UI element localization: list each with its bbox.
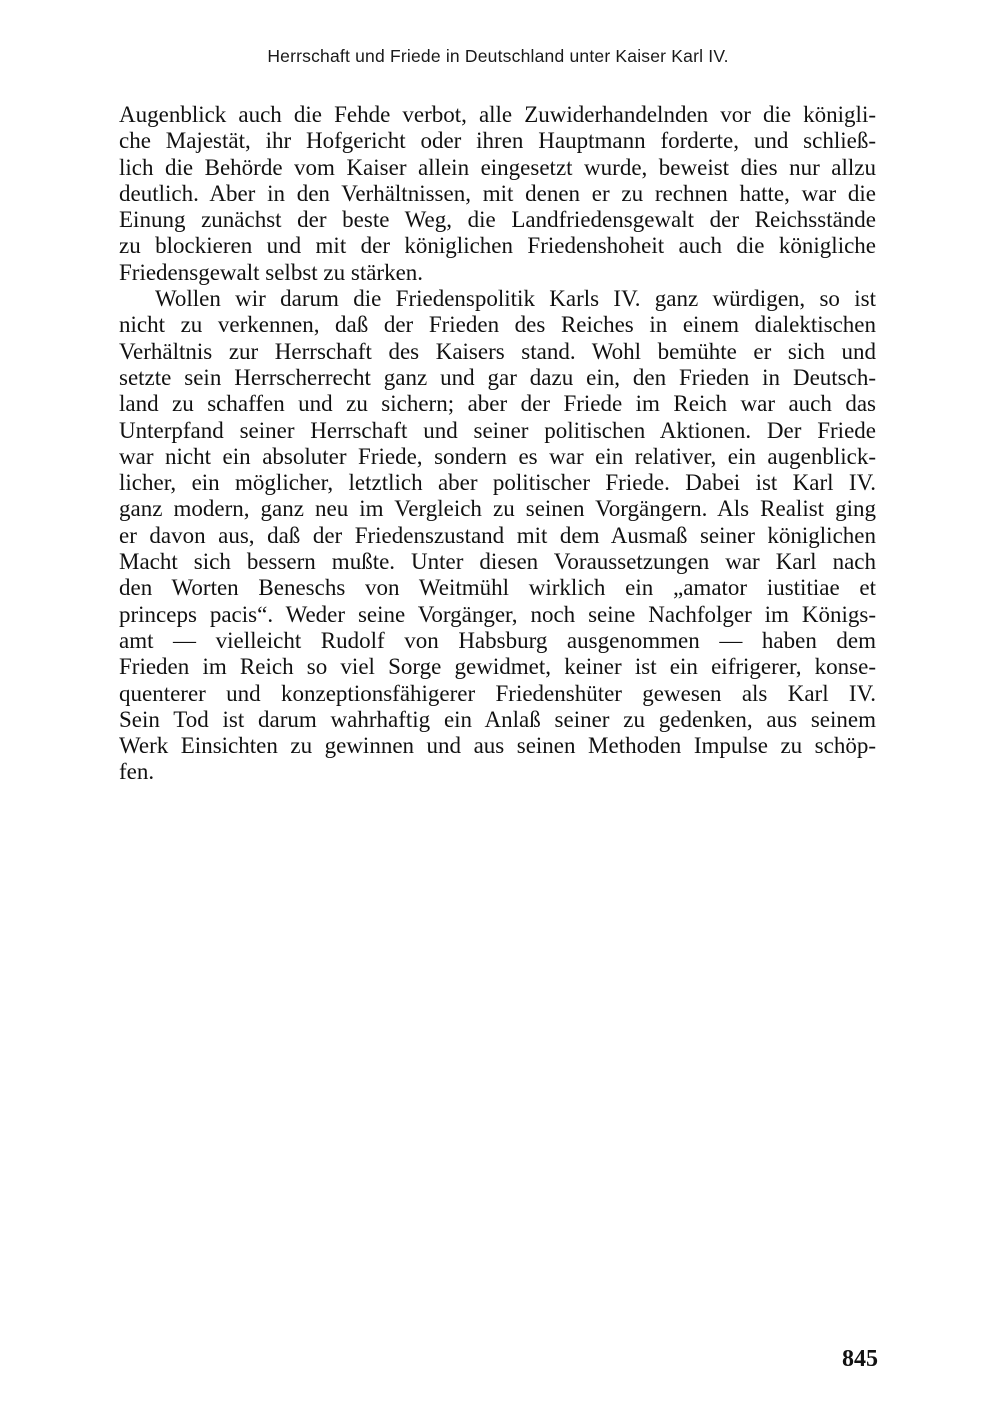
text-line: Sein Tod ist darum wahrhaftig ein Anlaß seiner zu gedenken, aus seinem <box>119 706 876 732</box>
text-line: war nicht ein absoluter Friede, sondern es war ein relativer, ein augenblick- <box>119 443 876 469</box>
text-line: Augenblick auch die Fehde verbot, alle Zuwiderhandelnden vor die königli- <box>119 102 876 127</box>
text-line: setzte sein Herrscherrecht ganz und gar dazu ein, den Frieden in Deutsch- <box>119 364 876 390</box>
text-line: den Worten Beneschs von Weitmühl wirklich ein „amator iustitiae et <box>119 575 876 601</box>
text-line: che Majestät, ihr Hofgericht oder ihren Hauptmann forderte, und schließ- <box>119 128 876 154</box>
text-line: Verhältnis zur Herrschaft des Kaisers stand. Wohl bemühte er sich und <box>119 338 876 364</box>
text-line: fen. <box>119 759 155 785</box>
text-line: Frieden im Reich so viel Sorge gewidmet, keiner ist ein eifrigerer, konse- <box>119 654 876 680</box>
text-line: licher, ein möglicher, letztlich aber politischer Friede. Dabei ist Karl IV. <box>119 470 876 496</box>
text-line: amt — vielleicht Rudolf von Habsburg ausgenommen — haben dem <box>119 627 876 653</box>
running-head: Herrschaft und Friede in Deutschland unter Kaiser Karl IV. <box>267 46 729 66</box>
text-line: er davon aus, daß der Friedenszustand mit dem Ausmaß seiner königlichen <box>119 522 876 548</box>
text-line: quenterer und konzeptionsfähigerer Friedenshüter gewesen als Karl IV. <box>119 680 876 706</box>
text-line: lich die Behörde vom Kaiser allein eingesetzt wurde, beweist dies nur allzu <box>119 154 876 180</box>
text-line: Einung zunächst der beste Weg, die Landfriedensgewalt der Reichsstände <box>119 207 876 233</box>
text-line: Unterpfand seiner Herrschaft und seiner politischen Aktionen. Der Friede <box>119 417 876 443</box>
text-line: zu blockieren und mit der königlichen Friedenshoheit auch die königliche <box>119 233 876 259</box>
page-number: 845 <box>842 1346 878 1372</box>
text-line: Werk Einsichten zu gewinnen und aus seinen Methoden Impulse zu schöp- <box>119 733 876 759</box>
text-line: Friedensgewalt selbst zu stärken. <box>119 259 424 285</box>
text-line: Wollen wir darum die Friedenspolitik Karls IV. ganz würdigen, so ist <box>155 286 876 312</box>
text-line: deutlich. Aber in den Verhältnissen, mit denen er zu rechnen hatte, war die <box>119 180 876 206</box>
text-line: ganz modern, ganz neu im Vergleich zu seinen Vorgängern. Als Realist ging <box>119 496 876 522</box>
text-line: Macht sich bessern mußte. Unter diesen Voraussetzungen war Karl nach <box>119 549 876 575</box>
body-text <box>119 102 876 786</box>
text-line: land zu schaffen und zu sichern; aber der Friede im Reich war auch das <box>119 391 876 417</box>
text-line: princeps pacis“. Weder seine Vorgänger, noch seine Nachfolger im Königs- <box>119 601 876 627</box>
text-line: nicht zu verkennen, daß der Frieden des Reiches in einem dialektischen <box>119 312 876 338</box>
